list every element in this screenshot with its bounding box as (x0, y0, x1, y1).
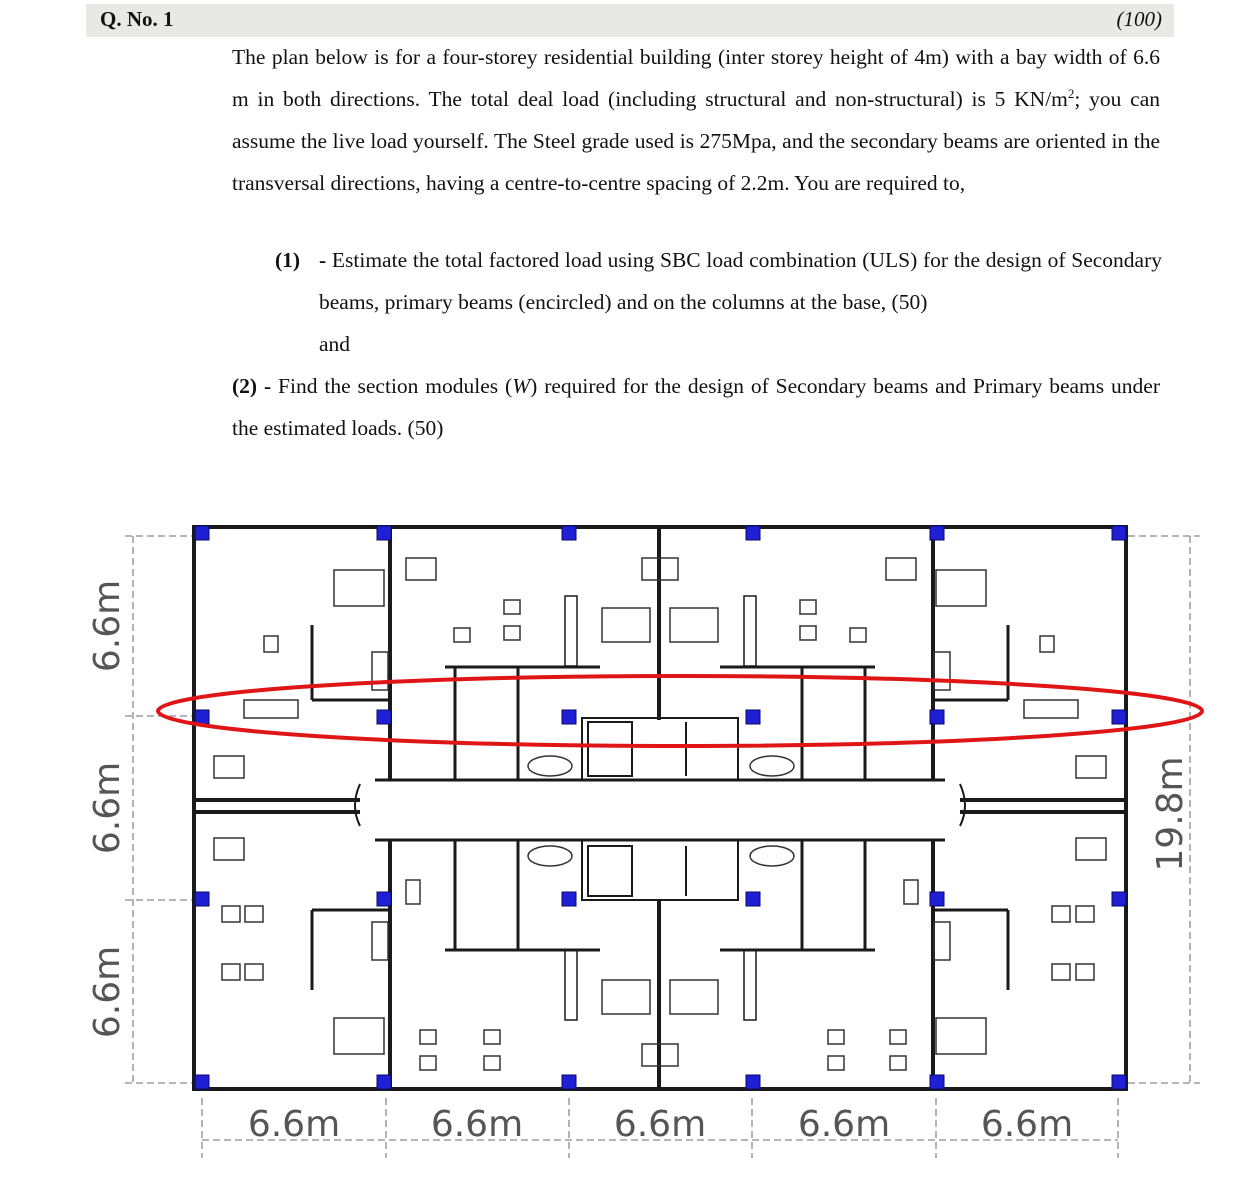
task-1-and: and (319, 332, 351, 356)
column-e4 (930, 1075, 944, 1089)
column-e1 (930, 526, 944, 540)
column-f2 (1112, 710, 1126, 724)
column-d2 (746, 710, 760, 724)
intro-text-b: ; you can assume the live load yourself. The Steel grade used is 275Mpa, and the secondary beams are oriented in the transversal directions, having a centre-to-centre spacing of 2.2m. You are required to, (232, 87, 1160, 195)
task-2-text-a: Find the section modules ( (278, 374, 513, 398)
building-walls (194, 527, 1126, 1089)
bay-label-3: 6.6m (613, 1104, 707, 1145)
dimension-lines (125, 536, 1200, 1158)
bay-label-2: 6.6m (430, 1104, 524, 1145)
bay-label-5: 6.6m (980, 1104, 1074, 1145)
column-b3 (377, 892, 391, 906)
question-marks: (100) (1116, 7, 1162, 31)
column-c1 (562, 526, 576, 540)
task-item-2 (232, 365, 1160, 449)
column-a3 (195, 892, 209, 906)
column-e2 (930, 710, 944, 724)
question-header (86, 4, 1174, 37)
column-c2 (562, 710, 576, 724)
task-2-number: (2) (232, 374, 258, 398)
column-a4 (195, 1075, 209, 1089)
bottom-dimension-labels (248, 1104, 1073, 1145)
span-label-top: 6.6m (87, 579, 128, 673)
column-d3 (746, 892, 760, 906)
column-b2 (377, 710, 391, 724)
column-a1 (195, 526, 209, 540)
column-a2 (195, 710, 209, 724)
bay-label-1: 6.6m (247, 1104, 341, 1145)
task-2-text-b: ) required for the design of Secondary beams and Primary beams under the estimated loads. (50) (232, 374, 1160, 440)
task-2-dash: - (257, 374, 279, 398)
span-label-middle: 6.6m (87, 761, 128, 855)
column-d1 (746, 526, 760, 540)
task-1-text: Estimate the total factored load using SBC load combination (ULS) for the design of Secondary beams, primary beams (encircled) and on the columns at the base, (50) (319, 248, 1162, 314)
task-2-symbol: W (512, 374, 531, 398)
task-1-dash: - (319, 248, 332, 272)
task-item-1 (275, 239, 1162, 365)
column-f3 (1112, 892, 1126, 906)
column-f4 (1112, 1075, 1126, 1089)
column-b4 (377, 1075, 391, 1089)
intro-text-a: The plan below is for a four-storey residential building (inter storey height of 4m) with a bay width of 6.6 m in both directions. The total deal load (including structural and non-structural) is 5 KN/m (232, 45, 1160, 111)
column-c4 (562, 1075, 576, 1089)
span-label-bottom: 6.6m (87, 945, 128, 1039)
total-depth-label: 19.8m (1150, 756, 1191, 872)
problem-statement (232, 36, 1160, 204)
column-c3 (562, 892, 576, 906)
question-number: Q. No. 1 (100, 7, 174, 31)
intro-superscript: 2 (1067, 85, 1075, 101)
task-1-number: (1) (275, 248, 301, 272)
column-e3 (930, 892, 944, 906)
floor-plan (0, 490, 1243, 1183)
column-f1 (1112, 526, 1126, 540)
column-b1 (377, 526, 391, 540)
left-dimension-labels (87, 580, 1191, 1038)
primary-beam-highlight-ellipse (158, 676, 1202, 746)
column-d4 (746, 1075, 760, 1089)
bay-label-4: 6.6m (797, 1104, 891, 1145)
